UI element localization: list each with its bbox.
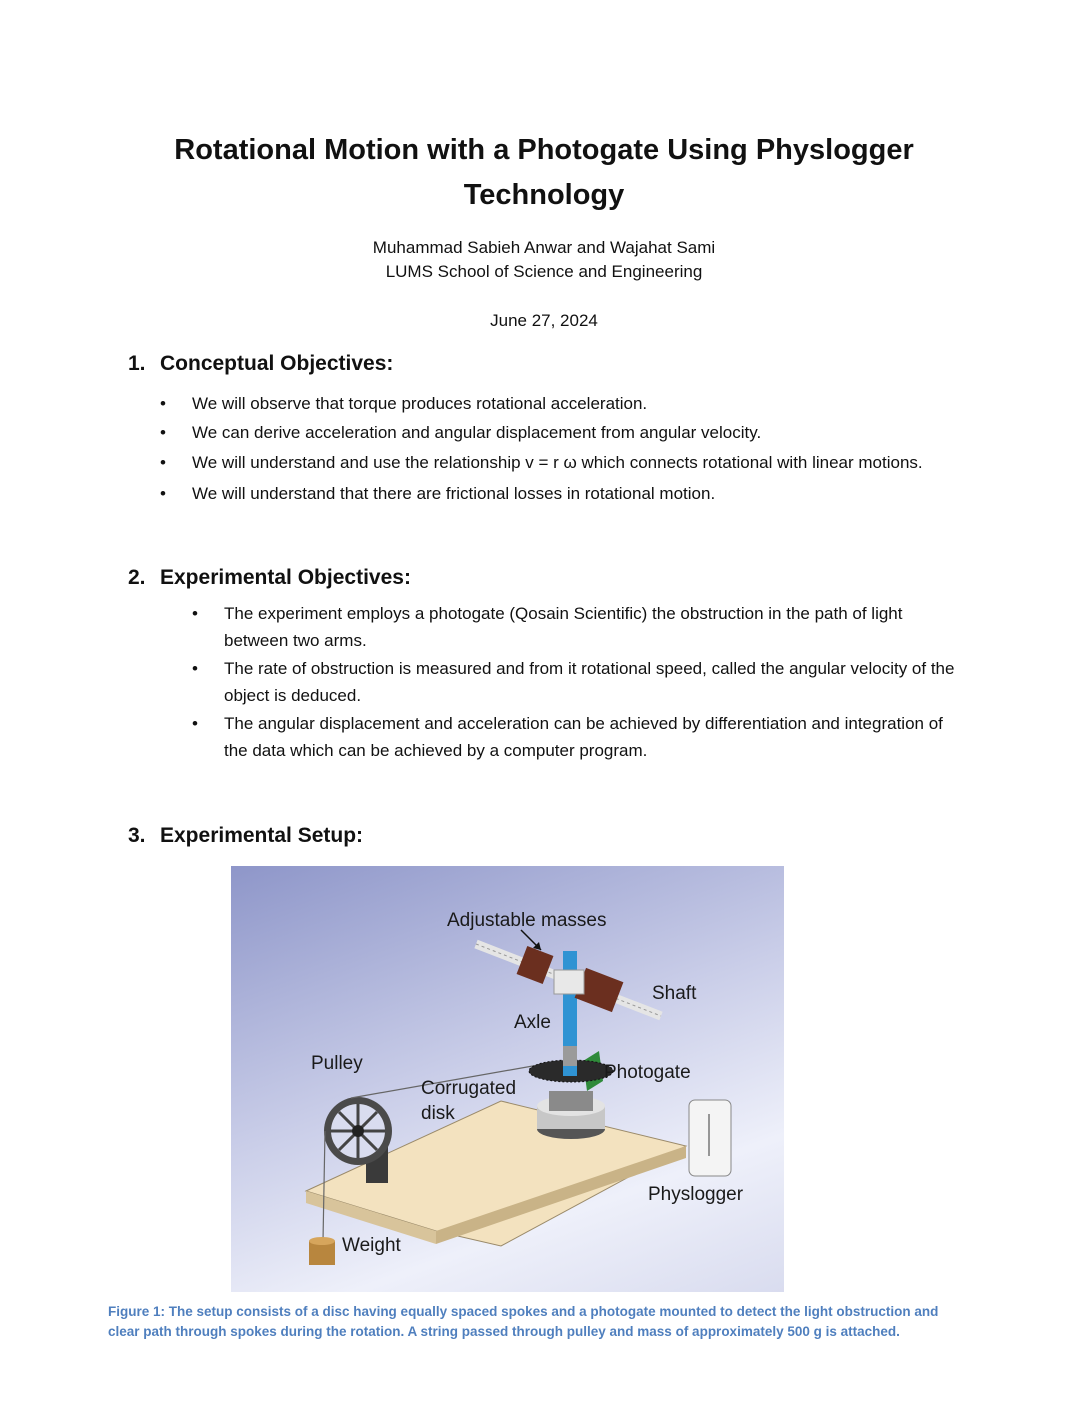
label-corrugated: Corrugated xyxy=(421,1078,517,1099)
bullet-icon: • xyxy=(160,423,166,442)
figure-caption: Figure 1: The setup consists of a disc having equally spaced spokes and a photogate mounted to detect the light obstruction and clear path through spokes during the rotation. A string passed through pulley and mass of approximately 500 g is attached. xyxy=(108,1304,939,1339)
pulley-icon xyxy=(324,1097,392,1165)
affiliation: LUMS School of Science and Engineering xyxy=(385,262,703,281)
list-item: • The rate of obstruction is measured and from it rotational speed, called the angular velocity of the object is deduced. xyxy=(224,655,959,709)
adjustable-mass-left-icon xyxy=(517,946,554,984)
list-item: • We can derive acceleration and angular displacement from angular velocity. xyxy=(192,419,952,446)
bullet-icon: • xyxy=(160,394,166,413)
setup-figure xyxy=(231,866,784,1292)
date: June 27, 2024 xyxy=(490,311,598,330)
section-heading-setup xyxy=(128,824,363,848)
conceptual-objectives-list xyxy=(160,390,952,509)
label-pulley: Pulley xyxy=(311,1053,363,1074)
list-item: • The angular displacement and acceleration can be achieved by differentiation and integration of the data which can be achieved by a computer program. xyxy=(224,710,959,764)
physlogger-device-icon xyxy=(689,1100,731,1176)
section-number: 3. xyxy=(128,824,146,847)
label-adjustable-masses: Adjustable masses xyxy=(447,910,607,931)
section-number: 1. xyxy=(128,352,146,375)
document-title: Rotational Motion with a Photogate Using Physlogger Technology xyxy=(174,134,914,211)
bullet-icon: • xyxy=(192,714,198,733)
section-title: Experimental Objectives: xyxy=(160,566,411,589)
label-photogate: Photogate xyxy=(604,1062,691,1083)
label-weight: Weight xyxy=(342,1235,401,1256)
experimental-objectives-list xyxy=(192,600,959,765)
section-number: 2. xyxy=(128,566,146,589)
label-disk: disk xyxy=(421,1103,455,1124)
bullet-icon: • xyxy=(160,484,166,503)
weight-icon xyxy=(309,1237,335,1265)
label-shaft: Shaft xyxy=(652,983,697,1004)
bullet-icon: • xyxy=(160,453,166,472)
section-heading-conceptual xyxy=(128,352,393,376)
shaft-hub xyxy=(554,970,584,994)
list-item: • We will understand and use the relationship v = r ω which connects rotational with linear motions. xyxy=(192,448,952,478)
list-item: • We will observe that torque produces rotational acceleration. xyxy=(192,390,952,417)
axle-housing xyxy=(549,1091,593,1111)
authors: Muhammad Sabieh Anwar and Wajahat Sami xyxy=(372,238,716,257)
label-axle: Axle xyxy=(514,1012,551,1033)
list-item: • The experiment employs a photogate (Qosain Scientific) the obstruction in the path of light between two arms. xyxy=(224,600,959,654)
setup-illustration xyxy=(231,866,784,1292)
bullet-icon: • xyxy=(192,659,198,678)
bullet-icon: • xyxy=(192,604,198,623)
list-item: • We will understand that there are frictional losses in rotational motion. xyxy=(192,480,952,507)
section-title: Conceptual Objectives: xyxy=(160,352,394,375)
section-heading-experimental xyxy=(128,566,411,590)
section-title: Experimental Setup: xyxy=(160,824,364,847)
label-physlogger: Physlogger xyxy=(648,1184,744,1205)
